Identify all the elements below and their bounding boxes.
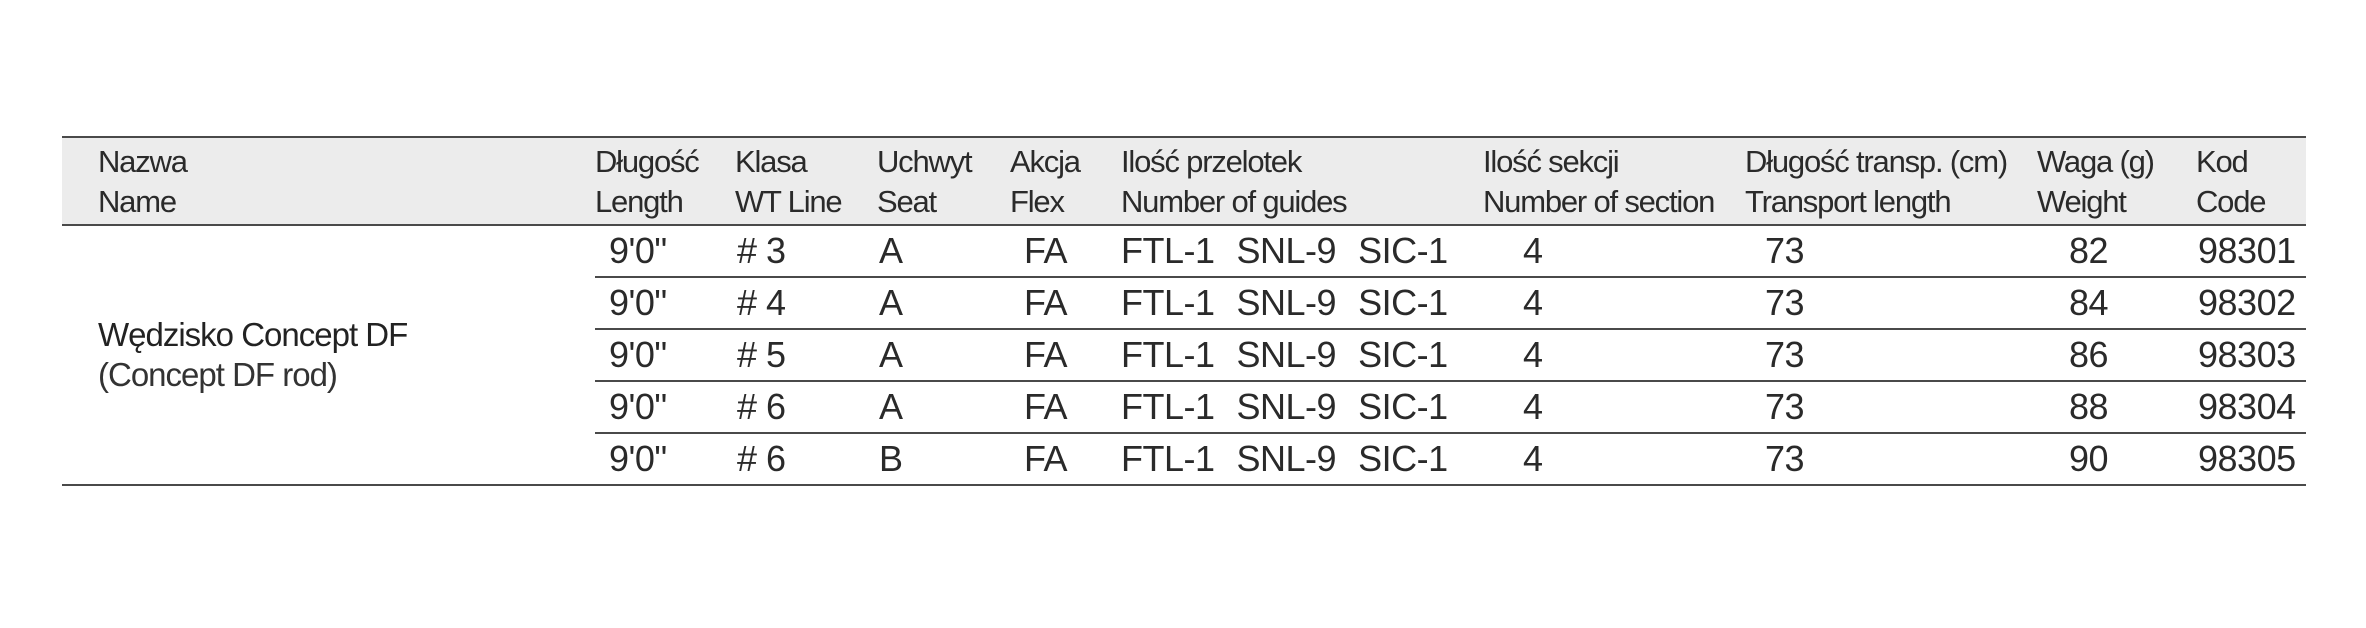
product-name-pl: Wędzisko Concept DF [98,316,408,353]
product-spec-table [62,136,2306,486]
header-row [62,137,2306,225]
guide-ftl: FTL-1 [1121,230,1215,271]
product-name-cell [62,225,595,485]
weight-cell: 86 [2037,329,2196,381]
transport-length-cell: 73 [1745,277,2037,329]
table-row [62,225,2306,277]
length-cell: 9'0" [595,433,735,485]
flex-cell: FA [1010,381,1121,433]
code-cell: 98302 [2196,277,2306,329]
sections-cell: 4 [1483,329,1745,381]
length-cell: 9'0" [595,329,735,381]
header-name: Nazwa Name [62,137,595,225]
guide-ftl: FTL-1 [1121,438,1215,479]
sections-cell: 4 [1483,225,1745,277]
header-wt-line: Klasa WT Line [735,137,877,225]
length-cell: 9'0" [595,225,735,277]
product-name-en: (Concept DF rod) [98,356,337,393]
wt-line-cell: # 6 [735,381,877,433]
guides-cell [1121,225,1483,277]
seat-cell: A [877,277,1010,329]
code-cell: 98304 [2196,381,2306,433]
flex-cell: FA [1010,225,1121,277]
guide-snl: SNL-9 [1236,230,1337,271]
weight-cell: 82 [2037,225,2196,277]
wt-line-cell: # 6 [735,433,877,485]
guide-sic: SIC-1 [1358,386,1448,427]
weight-cell: 88 [2037,381,2196,433]
seat-cell: A [877,329,1010,381]
flex-cell: FA [1010,433,1121,485]
guide-ftl: FTL-1 [1121,334,1215,375]
seat-cell: B [877,433,1010,485]
code-cell: 98301 [2196,225,2306,277]
transport-length-cell: 73 [1745,433,2037,485]
code-cell: 98303 [2196,329,2306,381]
guide-snl: SNL-9 [1236,438,1337,479]
seat-cell: A [877,225,1010,277]
weight-cell: 90 [2037,433,2196,485]
guide-snl: SNL-9 [1236,386,1337,427]
guide-ftl: FTL-1 [1121,282,1215,323]
header-weight: Waga (g) Weight [2037,137,2196,225]
guides-cell [1121,329,1483,381]
guides-cell [1121,277,1483,329]
weight-cell: 84 [2037,277,2196,329]
header-seat: Uchwyt Seat [877,137,1010,225]
guides-cell [1121,433,1483,485]
guides-cell [1121,381,1483,433]
header-flex: Akcja Flex [1010,137,1121,225]
sections-cell: 4 [1483,433,1745,485]
wt-line-cell: # 4 [735,277,877,329]
guide-sic: SIC-1 [1358,282,1448,323]
sections-cell: 4 [1483,277,1745,329]
guide-snl: SNL-9 [1236,282,1337,323]
length-cell: 9'0" [595,277,735,329]
guide-snl: SNL-9 [1236,334,1337,375]
sections-cell: 4 [1483,381,1745,433]
wt-line-cell: # 3 [735,225,877,277]
header-code: Kod Code [2196,137,2306,225]
header-sections: Ilość sekcji Number of section [1483,137,1745,225]
transport-length-cell: 73 [1745,225,2037,277]
header-length: Długość Length [595,137,735,225]
header-guides: Ilość przelotek Number of guides [1121,137,1483,225]
flex-cell: FA [1010,277,1121,329]
seat-cell: A [877,381,1010,433]
code-cell: 98305 [2196,433,2306,485]
header-transport-length: Długość transp. (cm) Transport length [1745,137,2037,225]
guide-ftl: FTL-1 [1121,386,1215,427]
guide-sic: SIC-1 [1358,438,1448,479]
transport-length-cell: 73 [1745,329,2037,381]
wt-line-cell: # 5 [735,329,877,381]
guide-sic: SIC-1 [1358,230,1448,271]
length-cell: 9'0" [595,381,735,433]
guide-sic: SIC-1 [1358,334,1448,375]
transport-length-cell: 73 [1745,381,2037,433]
flex-cell: FA [1010,329,1121,381]
spec-table-container [62,136,2306,486]
